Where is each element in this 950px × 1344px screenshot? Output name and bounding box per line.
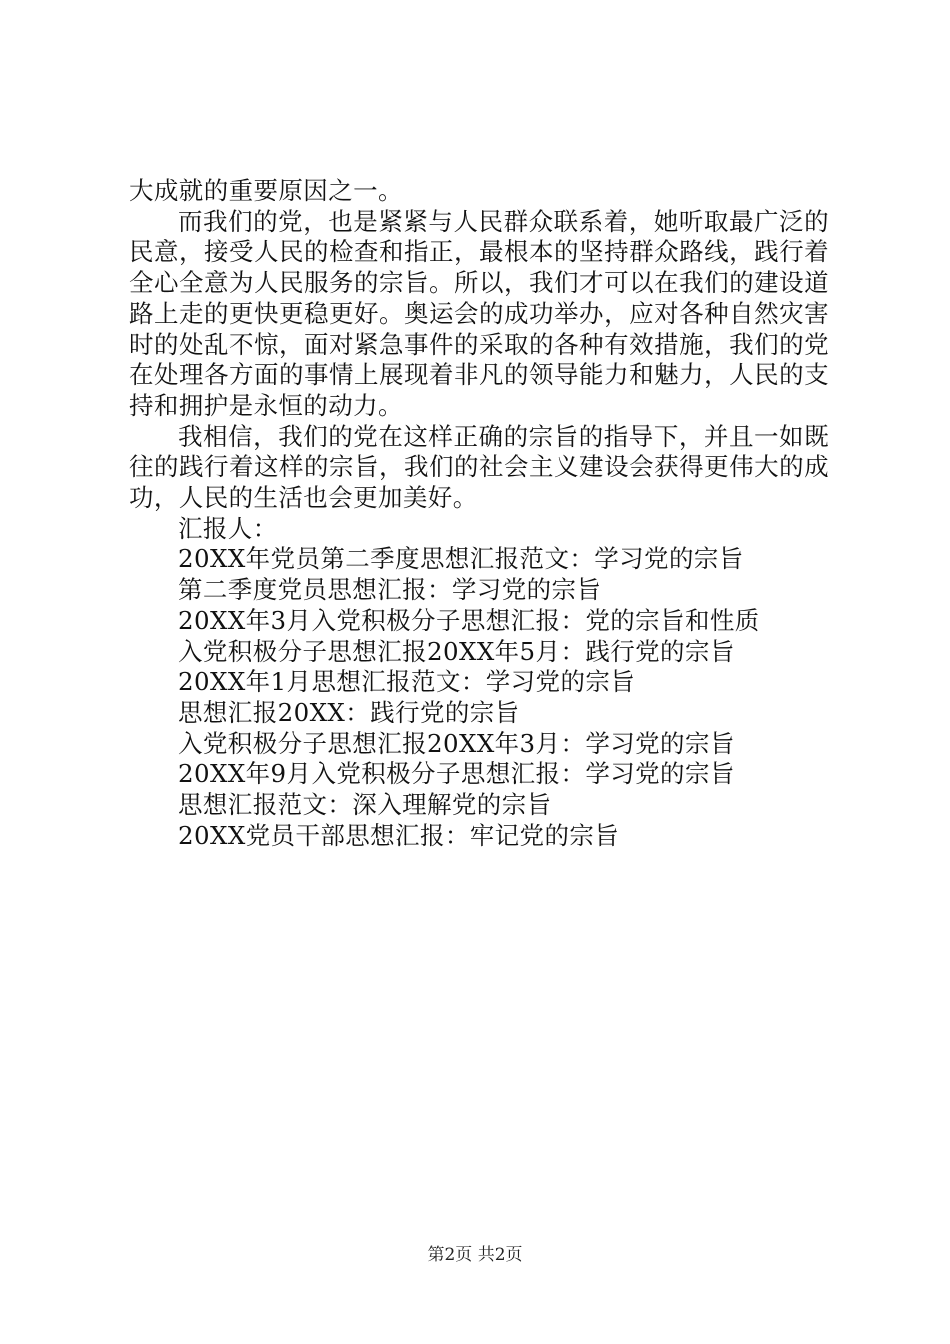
paragraph-party-mass-line: 而我们的党，也是紧紧与人民群众联系着，她听取最广泛的民意，接受人民的检查和指正，最根本的坚持群众路线，践行着全心全意为人民服务的宗旨。所以，我们才可以在我们的建设道路上走的更快更稳更好。奥运会的成功举办，应对各种自然灾害时的处乱不惊，面对紧急事件的采取的各种有效措施，我们的党在处理各方面的事情上展现着非凡的领导能力和魅力，人民的支持和拥护是永恒的动力。 <box>129 206 829 420</box>
related-article-item[interactable]: 20XX党员干部思想汇报：牢记党的宗旨 <box>178 820 620 850</box>
related-article-item[interactable]: 20XX年1月思想汇报范文：学习党的宗旨 <box>178 667 636 697</box>
related-article-item[interactable]: 20XX年党员第二季度思想汇报范文：学习党的宗旨 <box>178 544 744 574</box>
related-article-item[interactable]: 第二季度党员思想汇报：学习党的宗旨 <box>178 575 602 605</box>
page-footer <box>0 1245 950 1265</box>
related-article-item[interactable]: 入党积极分子思想汇报20XX年5月：践行党的宗旨 <box>178 636 735 666</box>
related-article-item[interactable]: 入党积极分子思想汇报20XX年3月：学习党的宗旨 <box>178 728 735 758</box>
related-article-item[interactable]: 思想汇报范文：深入理解党的宗旨 <box>178 790 552 820</box>
related-articles-list <box>129 544 829 851</box>
paragraph-conclusion: 我相信，我们的党在这样正确的宗旨的指导下，并且一如既往的践行着这样的宗旨，我们的社会主义建设会获得更伟大的成功，人民的生活也会更加美好。 <box>129 421 829 513</box>
document-body <box>129 176 829 851</box>
reporter-label: 汇报人： <box>178 513 278 543</box>
page-number: 第2页 共2页 <box>427 1245 523 1265</box>
related-article-item[interactable]: 20XX年3月入党积极分子思想汇报：党的宗旨和性质 <box>178 605 760 635</box>
related-article-item[interactable]: 20XX年9月入党积极分子思想汇报：学习党的宗旨 <box>178 759 735 789</box>
related-article-item[interactable]: 思想汇报20XX：践行党的宗旨 <box>178 697 520 727</box>
paragraph-continuation: 大成就的重要原因之一。 <box>129 176 403 205</box>
